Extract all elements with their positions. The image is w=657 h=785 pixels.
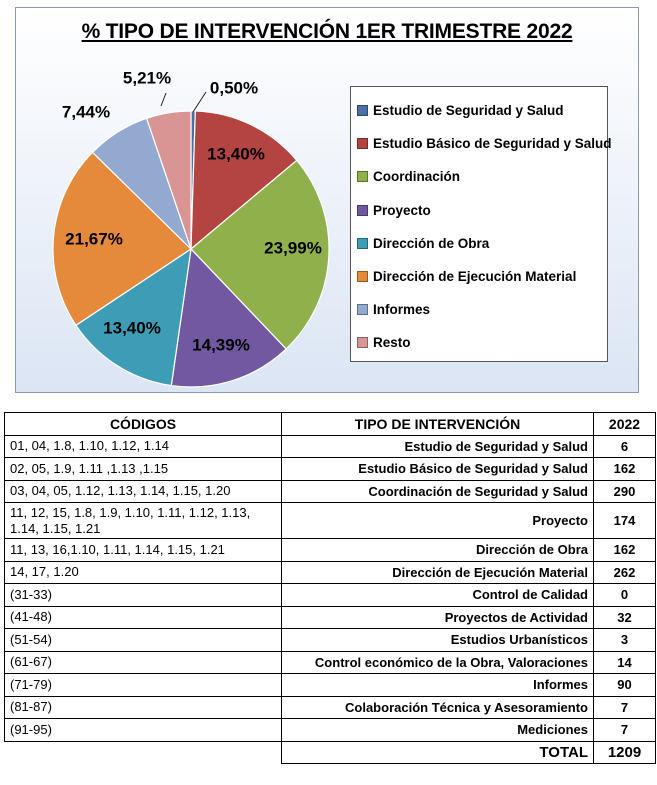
intervention-table — [4, 412, 656, 764]
legend-label-0: Estudio de Seguridad y Salud — [373, 103, 564, 119]
cell-value: 290 — [594, 480, 656, 503]
chart-panel — [15, 7, 639, 393]
table-row — [5, 480, 656, 503]
cell-type: Informes — [282, 674, 594, 697]
cell-codes: (91-95) — [5, 719, 282, 742]
cell-type: Control económico de la Obra, Valoraciones — [282, 651, 594, 674]
table-row — [5, 629, 656, 652]
cell-value: 32 — [594, 606, 656, 629]
table-row — [5, 458, 656, 481]
table-row — [5, 696, 656, 719]
cell-codes: (61-67) — [5, 651, 282, 674]
cell-codes: (31-33) — [5, 584, 282, 607]
legend-label-5: Dirección de Ejecución Material — [373, 269, 577, 285]
total-row — [5, 741, 656, 764]
legend-swatch-3 — [357, 205, 368, 216]
cell-type: Proyectos de Actividad — [282, 606, 594, 629]
slice-label-3: 14,39% — [192, 335, 250, 355]
table-row — [5, 719, 656, 742]
slice-label-2: 23,99% — [264, 238, 322, 258]
table-row — [5, 539, 656, 562]
legend-swatch-1 — [357, 138, 368, 149]
legend-swatch-6 — [357, 304, 368, 315]
table-row — [5, 674, 656, 697]
legend-item-1 — [351, 127, 612, 160]
cell-value: 3 — [594, 629, 656, 652]
cell-codes: (71-79) — [5, 674, 282, 697]
slice-label-7: 5,21% — [122, 68, 172, 88]
table-row — [5, 503, 656, 539]
table-row — [5, 435, 656, 458]
cell-codes: (81-87) — [5, 696, 282, 719]
cell-type: Control de Calidad — [282, 584, 594, 607]
table-row — [5, 561, 656, 584]
table-row — [5, 584, 656, 607]
leader-line-7 — [161, 93, 166, 106]
cell-codes: 02, 05, 1.9, 1.11 ,1.13 ,1.15 — [5, 458, 282, 481]
legend-swatch-7 — [357, 337, 368, 348]
cell-type: Estudio Básico de Seguridad y Salud — [282, 458, 594, 481]
legend-item-7 — [351, 326, 607, 359]
slice-label-1: 13,40% — [207, 144, 265, 164]
cell-codes: 11, 13, 16,1.10, 1.11, 1.14, 1.15, 1.21 — [5, 539, 282, 562]
leader-line-0 — [193, 92, 206, 112]
cell-value: 162 — [594, 539, 656, 562]
cell-value: 14 — [594, 651, 656, 674]
cell-type: Estudio de Seguridad y Salud — [282, 435, 594, 458]
cell-value: 7 — [594, 696, 656, 719]
legend-item-3 — [351, 194, 607, 227]
cell-value: 262 — [594, 561, 656, 584]
cell-codes: (51-54) — [5, 629, 282, 652]
cell-value: 174 — [594, 503, 656, 539]
cell-type: Estudios Urbanísticos — [282, 629, 594, 652]
legend — [350, 86, 612, 362]
table-row — [5, 606, 656, 629]
header-codes: CÓDIGOS — [5, 413, 282, 436]
legend-label-4: Dirección de Obra — [373, 235, 490, 251]
total-empty — [5, 741, 282, 764]
legend-swatch-2 — [357, 171, 368, 182]
legend-swatch-4 — [357, 238, 368, 249]
chart-title: % TIPO DE INTERVENCIÓN 1ER TRIMESTRE 2022 — [81, 20, 573, 43]
cell-value: 7 — [594, 719, 656, 742]
cell-codes: 01, 04, 1.8, 1.10, 1.12, 1.14 — [5, 435, 282, 458]
legend-label-2: Coordinación — [373, 169, 460, 185]
cell-codes: 14, 17, 1.20 — [5, 561, 282, 584]
cell-type: Dirección de Obra — [282, 539, 594, 562]
legend-label-6: Informes — [373, 302, 431, 318]
legend-label-7: Resto — [373, 335, 411, 351]
cell-value: 90 — [594, 674, 656, 697]
cell-type: Mediciones — [282, 719, 594, 742]
total-value: 1209 — [594, 741, 656, 764]
legend-label-3: Proyecto — [373, 202, 431, 218]
legend-swatch-0 — [357, 105, 368, 116]
cell-codes: (41-48) — [5, 606, 282, 629]
cell-type: Colaboración Técnica y Asesoramiento — [282, 696, 594, 719]
cell-value: 6 — [594, 435, 656, 458]
total-label: TOTAL — [282, 741, 594, 764]
table-row — [5, 651, 656, 674]
slice-label-5: 21,67% — [65, 229, 123, 249]
legend-item-5 — [351, 260, 607, 293]
legend-label-1: Estudio Básico de Seguridad y Salud — [373, 136, 612, 152]
legend-swatch-5 — [357, 271, 368, 282]
cell-type: Proyecto — [282, 503, 594, 539]
cell-codes: 11, 12, 15, 1.8, 1.9, 1.10, 1.11, 1.12, 1.13, 1.14, 1.15, 1.21 — [5, 503, 282, 539]
cell-type: Coordinación de Seguridad y Salud — [282, 480, 594, 503]
header-type: TIPO DE INTERVENCIÓN — [282, 413, 594, 436]
slice-label-4: 13,40% — [103, 318, 161, 338]
slice-label-0: 0,50% — [209, 78, 259, 98]
cell-codes: 03, 04, 05, 1.12, 1.13, 1.14, 1.15, 1.20 — [5, 480, 282, 503]
cell-value: 162 — [594, 458, 656, 481]
legend-item-0 — [351, 94, 607, 127]
slice-label-6: 7,44% — [61, 102, 111, 122]
table-header-row — [5, 413, 656, 436]
cell-type: Dirección de Ejecución Material — [282, 561, 594, 584]
cell-value: 0 — [594, 584, 656, 607]
legend-item-6 — [351, 293, 607, 326]
header-year: 2022 — [594, 413, 656, 436]
legend-item-2 — [351, 160, 607, 193]
legend-item-4 — [351, 227, 607, 260]
